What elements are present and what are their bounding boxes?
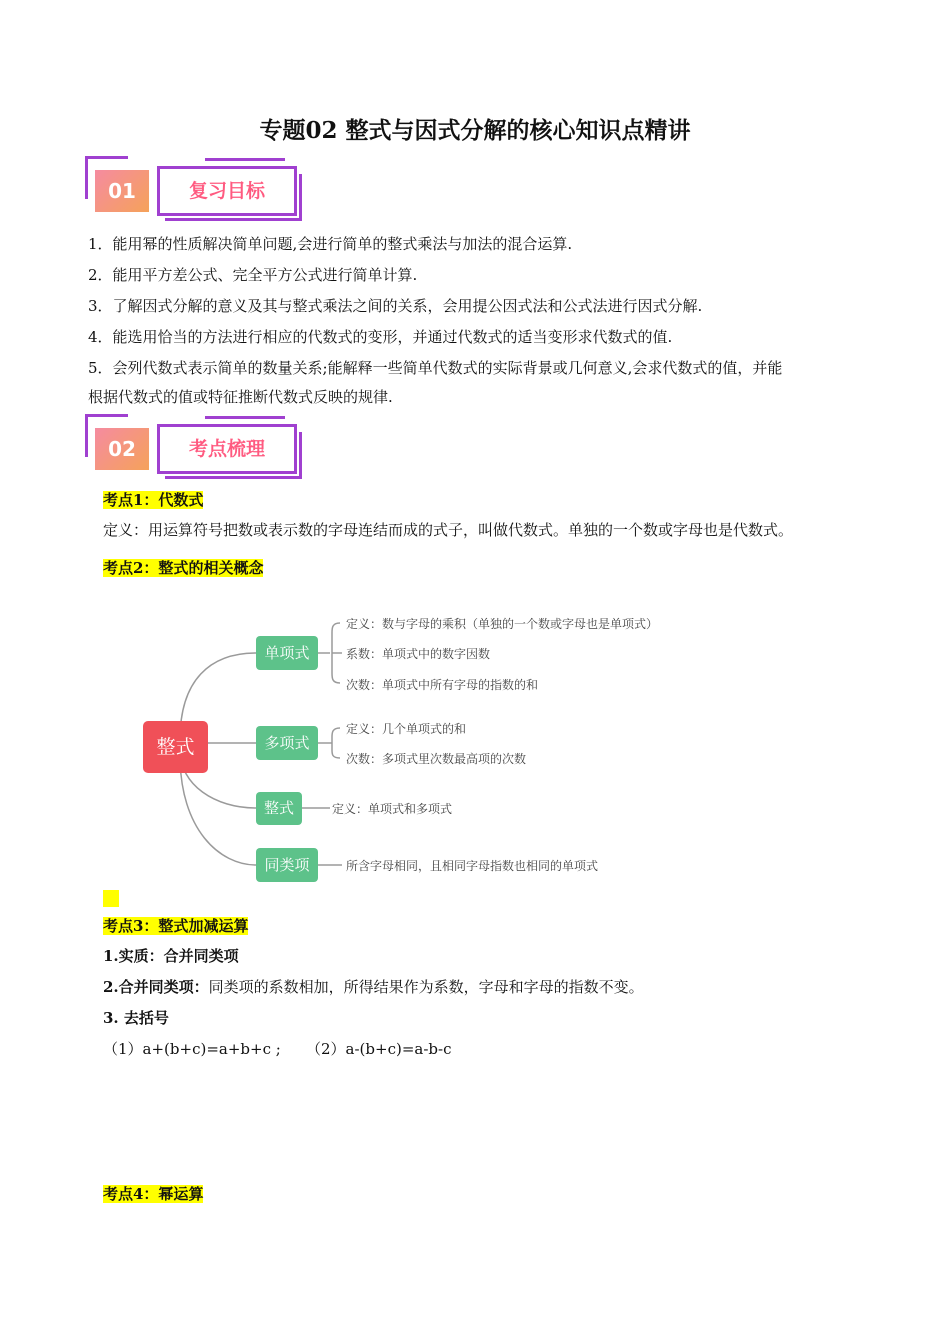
section-label: 复习目标	[157, 166, 297, 216]
mindmap-node-monomial: 单项式	[256, 636, 318, 670]
goal-item: 3．了解因式分解的意义及其与整式乘法之间的关系，会用提公因式法和公式法进行因式分解.	[88, 297, 703, 315]
section-number: 02	[95, 428, 149, 470]
mindmap-node-polynomial: 多项式	[256, 726, 318, 760]
goal-item: 5．会列代数式表示简单的数量关系;能解释一些简单代数式的实际背景或几何意义,会求代数式的值，并能	[88, 359, 783, 377]
kaodian-3-heading: 考点3：整式加减运算	[103, 917, 249, 935]
k3-line-2	[103, 977, 644, 997]
mindmap-leaf: 次数：单项式中所有字母的指数的和	[346, 678, 539, 692]
page-title: 专题02 整式与因式分解的核心知识点精讲	[259, 117, 691, 144]
goal-item: 1．能用幂的性质解决简单问题,会进行简单的整式乘法与加法的混合运算.	[88, 235, 573, 253]
goal-item: 根据代数式的值或特征推断代数式反映的规律.	[88, 388, 393, 406]
mindmap-leaf: 定义：几个单项式的和	[346, 722, 467, 736]
kaodian-4-heading: 考点4：幂运算	[103, 1185, 204, 1203]
mindmap-leaf: 次数：多项式里次数最高项的次数	[346, 752, 527, 766]
mindmap-node-integral: 整式	[256, 792, 302, 825]
mindmap-leaf: 所含字母相同，且相同字母指数也相同的单项式	[346, 859, 599, 873]
highlight-mark	[103, 890, 119, 907]
k3-line-2-label: 2.合并同类项：	[103, 978, 209, 996]
section-badge-points	[85, 414, 305, 480]
mindmap-node-like-terms: 同类项	[256, 848, 318, 882]
kaodian-1-definition: 定义：用运算符号把数或表示数的字母连结而成的式子，叫做代数式。单独的一个数或字母也是代数式。	[103, 521, 794, 539]
k3-line-3: 3. 去括号	[103, 1009, 169, 1027]
goal-item: 4．能选用恰当的方法进行相应的代数式的变形，并通过代数式的适当变形求代数式的值.	[88, 328, 673, 346]
k3-line-2-text: 同类项的系数相加，所得结果作为系数，字母和字母的指数不变。	[208, 978, 644, 996]
section-label: 考点梳理	[157, 424, 297, 474]
mindmap-leaf: 定义：单项式和多项式	[332, 802, 453, 816]
goals-list	[88, 234, 878, 418]
mindmap-root: 整式	[143, 721, 208, 773]
formula-1: （1）a+(b+c)=a+b+c ;	[103, 1040, 281, 1058]
mindmap-leaf: 定义：数与字母的乘积（单独的一个数或字母也是单项式）	[346, 617, 659, 631]
mindmap-leaf: 系数：单项式中的数字因数	[346, 647, 491, 661]
k3-line-1: 1.实质：合并同类项	[103, 947, 239, 965]
formula-2: （2）a-(b+c)=a-b-c	[306, 1040, 452, 1058]
section-badge-review	[85, 156, 305, 222]
section-number: 01	[95, 170, 149, 212]
kaodian-2-heading: 考点2：整式的相关概念	[103, 559, 264, 577]
goal-item: 2．能用平方差公式、完全平方公式进行简单计算.	[88, 266, 418, 284]
kaodian-1-heading: 考点1：代数式	[103, 491, 204, 509]
